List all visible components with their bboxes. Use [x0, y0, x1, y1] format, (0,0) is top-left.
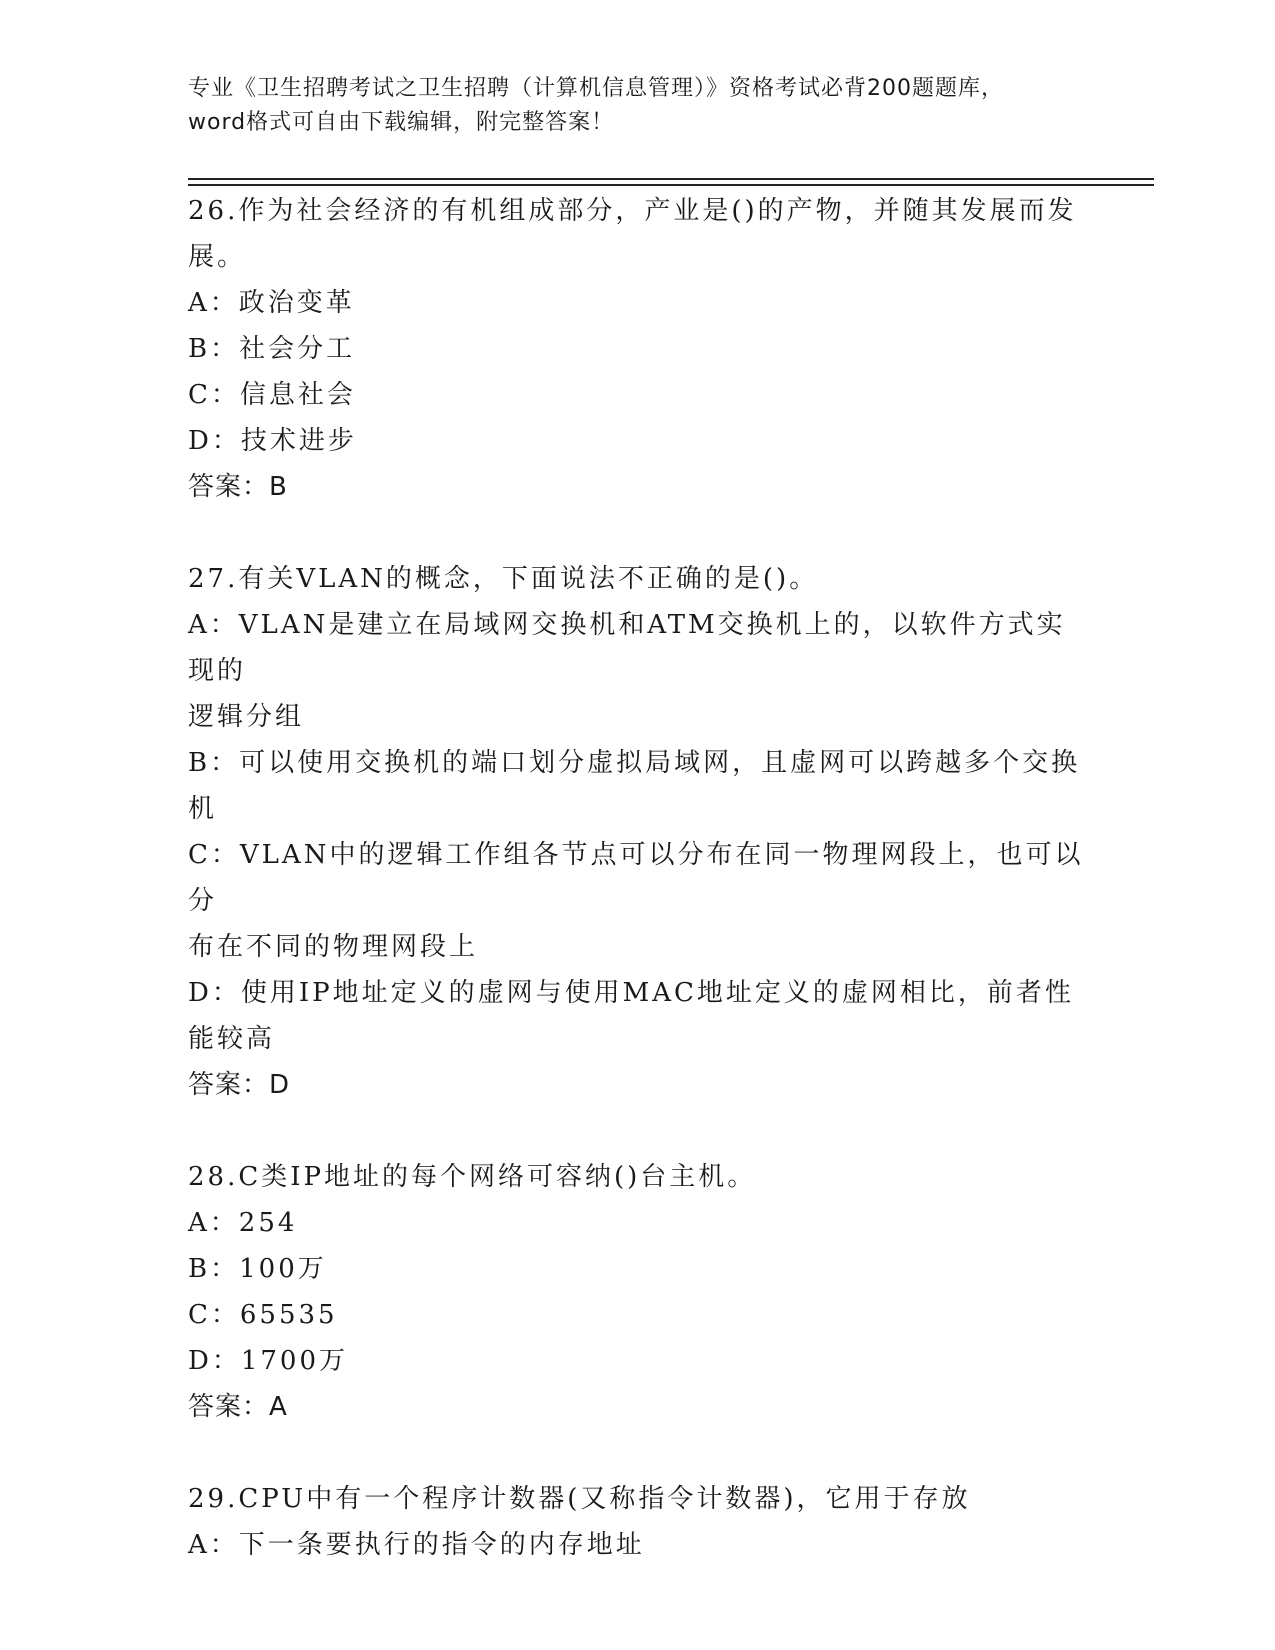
option-line: 布在不同的物理网段上	[188, 932, 479, 962]
header-line-1: 专业《卫生招聘考试之卫生招聘（计算机信息管理）》资格考试必背200题题库，	[188, 76, 1004, 101]
question-block	[188, 1476, 1088, 1568]
option-line: D：使用IP地址定义的虚网与使用MAC地址定义的虚网相比，前者性	[188, 978, 1074, 1008]
header-divider-bottom	[188, 184, 1154, 186]
question-block	[188, 188, 1088, 510]
question-stem-line: 28.C类IP地址的每个网络可容纳()台主机。	[188, 1162, 757, 1192]
option-line: C：信息社会	[188, 380, 356, 410]
option-line: B：可以使用交换机的端口划分虚拟局域网，且虚网可以跨越多个交换	[188, 748, 1081, 778]
option-line: D：1700万	[188, 1346, 349, 1376]
answer-line: 答案：D	[188, 1070, 291, 1100]
question-stem-line: 26.作为社会经济的有机组成部分，产业是()的产物，并随其发展而发	[188, 196, 1077, 226]
question-stem-line: 27.有关VLAN的概念，下面说法不正确的是()。	[188, 564, 819, 594]
option-line: 机	[188, 794, 218, 824]
option-line: A：政治变革	[188, 288, 355, 318]
option-line: A：VLAN是建立在局域网交换机和ATM交换机上的，以软件方式实现的	[188, 610, 1066, 686]
question-stem-line: 展。	[188, 242, 247, 272]
option-line: C：65535	[188, 1300, 338, 1330]
question-block	[188, 556, 1088, 1108]
option-line: A：254	[188, 1208, 298, 1238]
answer-line: 答案：B	[188, 472, 288, 502]
header-divider-top	[188, 178, 1154, 180]
document-header	[188, 72, 1088, 140]
option-line: A：下一条要执行的指令的内存地址	[188, 1530, 645, 1560]
question-block	[188, 1154, 1088, 1430]
option-line: B：社会分工	[188, 334, 356, 364]
option-line: C：VLAN中的逻辑工作组各节点可以分布在同一物理网段上，也可以分	[188, 840, 1084, 916]
option-line: B：100万	[188, 1254, 327, 1284]
answer-line: 答案：A	[188, 1392, 288, 1422]
header-line-2: word格式可自由下载编辑，附完整答案！	[188, 110, 615, 135]
option-line: 能较高	[188, 1024, 276, 1054]
question-list	[188, 188, 1088, 1568]
option-line: D：技术进步	[188, 426, 357, 456]
option-line: 逻辑分组	[188, 702, 305, 732]
question-stem-line: 29.CPU中有一个程序计数器(又称指令计数器)，它用于存放	[188, 1484, 971, 1514]
